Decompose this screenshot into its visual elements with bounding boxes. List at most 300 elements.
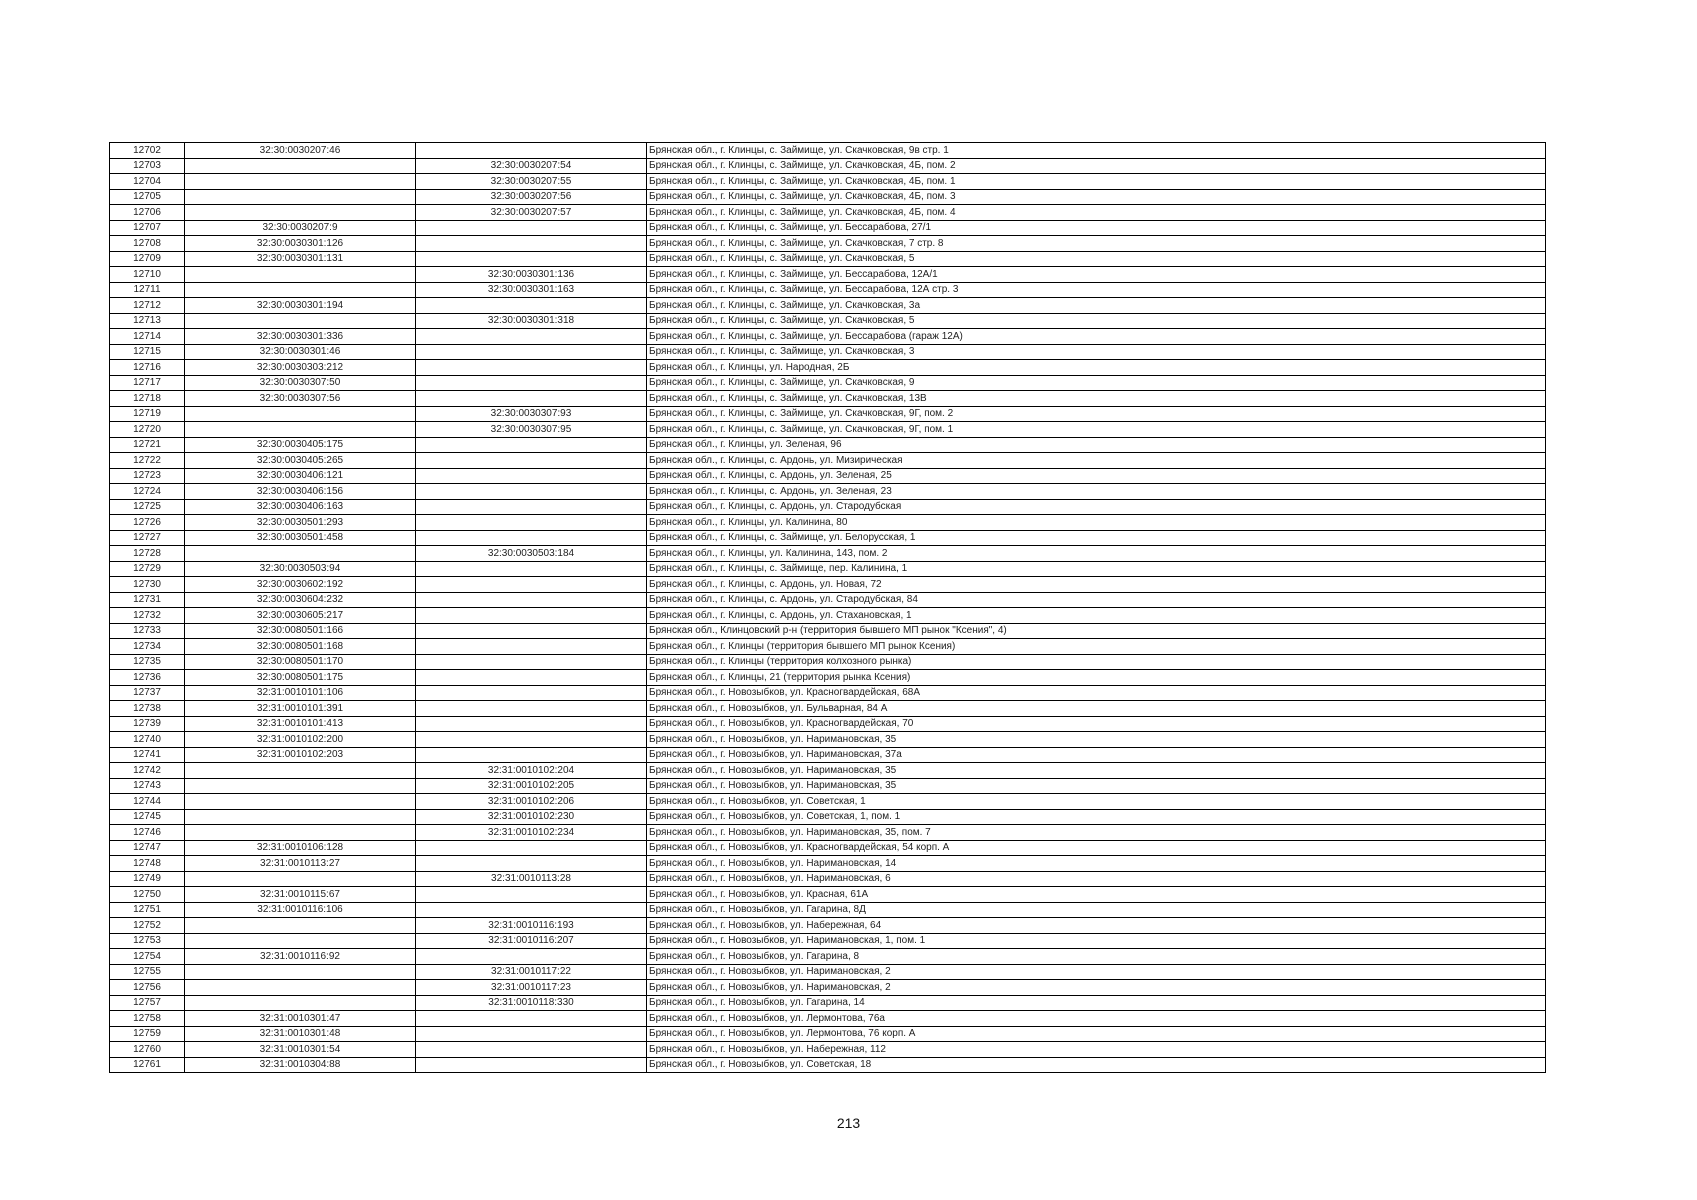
land-cadastral-number-cell: 32:30:0030207:46 [185,143,416,159]
building-cadastral-number-cell: 32:31:0010116:193 [416,918,647,934]
table-row [110,437,1546,453]
address-cell: Брянская обл., г. Новозыбков, ул. Наримановская, 35, пом. 7 [647,825,1546,841]
address-cell: Брянская обл., г. Клинцы (территория бывшего МП рынок Ксения) [647,639,1546,655]
address-cell: Брянская обл., г. Новозыбков, ул. Наримановская, 37а [647,747,1546,763]
row-number-cell: 12722 [110,453,185,469]
land-cadastral-number-cell: 32:31:0010106:128 [185,840,416,856]
building-cadastral-number-cell: 32:30:0030301:136 [416,267,647,283]
table-row [110,747,1546,763]
land-cadastral-number-cell: 32:30:0030501:458 [185,530,416,546]
address-cell: Брянская обл., г. Новозыбков, ул. Лермонтова, 76а [647,1011,1546,1027]
land-cadastral-number-cell [185,778,416,794]
row-number-cell: 12753 [110,933,185,949]
address-cell: Брянская обл., г. Клинцы (территория колхозного рынка) [647,654,1546,670]
land-cadastral-number-cell: 32:30:0030301:131 [185,251,416,267]
land-cadastral-number-cell: 32:30:0080501:175 [185,670,416,686]
row-number-cell: 12756 [110,980,185,996]
land-cadastral-number-cell: 32:30:0030301:336 [185,329,416,345]
land-cadastral-number-cell [185,174,416,190]
building-cadastral-number-cell [416,639,647,655]
row-number-cell: 12760 [110,1042,185,1058]
building-cadastral-number-cell [416,902,647,918]
table-row [110,794,1546,810]
land-cadastral-number-cell: 32:31:0010304:88 [185,1057,416,1073]
table-row [110,220,1546,236]
table-row [110,174,1546,190]
address-cell: Брянская обл., г. Новозыбков, ул. Лермонтова, 76 корп. А [647,1026,1546,1042]
land-cadastral-number-cell: 32:31:0010115:67 [185,887,416,903]
land-cadastral-number-cell [185,267,416,283]
address-cell: Брянская обл., Клинцовский р-н (территория бывшего МП рынок "Ксения", 4) [647,623,1546,639]
table-row [110,406,1546,422]
land-cadastral-number-cell [185,995,416,1011]
address-cell: Брянская обл., г. Клинцы, 21 (территория рынка Ксения) [647,670,1546,686]
land-cadastral-number-cell [185,980,416,996]
building-cadastral-number-cell [416,298,647,314]
building-cadastral-number-cell: 32:30:0030301:163 [416,282,647,298]
table-row [110,360,1546,376]
building-cadastral-number-cell: 32:30:0030503:184 [416,546,647,562]
address-cell: Брянская обл., г. Клинцы, с. Займище, ул. Скачковская, 13В [647,391,1546,407]
table-row [110,592,1546,608]
address-cell: Брянская обл., г. Клинцы, с. Займище, ул. Скачковская, 4Б, пом. 2 [647,158,1546,174]
address-cell: Брянская обл., г. Новозыбков, ул. Красная, 61А [647,887,1546,903]
building-cadastral-number-cell [416,1042,647,1058]
row-number-cell: 12724 [110,484,185,500]
address-cell: Брянская обл., г. Новозыбков, ул. Набережная, 64 [647,918,1546,934]
address-cell: Брянская обл., г. Клинцы, с. Займище, ул. Скачковская, 9 [647,375,1546,391]
land-cadastral-number-cell [185,158,416,174]
address-cell: Брянская обл., г. Новозыбков, ул. Наримановская, 6 [647,871,1546,887]
land-cadastral-number-cell: 32:31:0010301:48 [185,1026,416,1042]
address-cell: Брянская обл., г. Клинцы, с. Ардонь, ул. Стахановская, 1 [647,608,1546,624]
row-number-cell: 12750 [110,887,185,903]
row-number-cell: 12741 [110,747,185,763]
row-number-cell: 12723 [110,468,185,484]
table-row [110,995,1546,1011]
row-number-cell: 12754 [110,949,185,965]
row-number-cell: 12761 [110,1057,185,1073]
building-cadastral-number-cell [416,732,647,748]
table-row [110,763,1546,779]
address-cell: Брянская обл., г. Клинцы, с. Ардонь, ул. Зеленая, 23 [647,484,1546,500]
land-cadastral-number-cell: 32:30:0080501:170 [185,654,416,670]
building-cadastral-number-cell: 32:31:0010116:207 [416,933,647,949]
building-cadastral-number-cell [416,685,647,701]
row-number-cell: 12749 [110,871,185,887]
address-cell: Брянская обл., г. Новозыбков, ул. Советская, 18 [647,1057,1546,1073]
table-row [110,546,1546,562]
row-number-cell: 12738 [110,701,185,717]
building-cadastral-number-cell [416,251,647,267]
row-number-cell: 12759 [110,1026,185,1042]
building-cadastral-number-cell [416,592,647,608]
table-row [110,732,1546,748]
building-cadastral-number-cell [416,623,647,639]
land-cadastral-number-cell [185,809,416,825]
address-cell: Брянская обл., г. Клинцы, ул. Калинина, 143, пом. 2 [647,546,1546,562]
row-number-cell: 12708 [110,236,185,252]
address-cell: Брянская обл., г. Клинцы, с. Займище, ул. Скачковская, 4Б, пом. 4 [647,205,1546,221]
address-cell: Брянская обл., г. Новозыбков, ул. Наримановская, 35 [647,732,1546,748]
building-cadastral-number-cell [416,375,647,391]
building-cadastral-number-cell [416,887,647,903]
table-row [110,1011,1546,1027]
building-cadastral-number-cell: 32:30:0030307:93 [416,406,647,422]
address-cell: Брянская обл., г. Клинцы, с. Займище, ул. Скачковская, 4Б, пом. 3 [647,189,1546,205]
building-cadastral-number-cell [416,1026,647,1042]
table-row [110,778,1546,794]
row-number-cell: 12706 [110,205,185,221]
address-cell: Брянская обл., г. Клинцы, с. Займище, ул. Скачковская, 5 [647,251,1546,267]
row-number-cell: 12714 [110,329,185,345]
row-number-cell: 12720 [110,422,185,438]
building-cadastral-number-cell [416,143,647,159]
address-cell: Брянская обл., г. Новозыбков, ул. Советская, 1, пом. 1 [647,809,1546,825]
table-row [110,856,1546,872]
building-cadastral-number-cell [416,654,647,670]
building-cadastral-number-cell: 32:30:0030301:318 [416,313,647,329]
table-row [110,313,1546,329]
building-cadastral-number-cell [416,747,647,763]
row-number-cell: 12721 [110,437,185,453]
building-cadastral-number-cell [416,484,647,500]
table-row [110,608,1546,624]
row-number-cell: 12713 [110,313,185,329]
row-number-cell: 12707 [110,220,185,236]
table-row [110,685,1546,701]
row-number-cell: 12735 [110,654,185,670]
row-number-cell: 12757 [110,995,185,1011]
table-row [110,577,1546,593]
building-cadastral-number-cell: 32:30:0030307:95 [416,422,647,438]
land-cadastral-number-cell: 32:31:0010116:92 [185,949,416,965]
table-row [110,825,1546,841]
table-row [110,639,1546,655]
page-number: 213 [836,1115,861,1131]
land-cadastral-number-cell: 32:30:0030406:156 [185,484,416,500]
address-cell: Брянская обл., г. Новозыбков, ул. Красногвардейская, 54 корп. А [647,840,1546,856]
land-cadastral-number-cell: 32:31:0010113:27 [185,856,416,872]
address-cell: Брянская обл., г. Клинцы, с. Займище, ул. Скачковская, 5 [647,313,1546,329]
table-row [110,205,1546,221]
row-number-cell: 12730 [110,577,185,593]
address-cell: Брянская обл., г. Новозыбков, ул. Набережная, 112 [647,1042,1546,1058]
address-cell: Брянская обл., г. Клинцы, с. Займище, ул. Скачковская, 4Б, пом. 1 [647,174,1546,190]
building-cadastral-number-cell: 32:30:0030207:57 [416,205,647,221]
address-cell: Брянская обл., г. Клинцы, с. Займище, ул. Бессарабова (гараж 12А) [647,329,1546,345]
row-number-cell: 12740 [110,732,185,748]
table-row [110,267,1546,283]
address-cell: Брянская обл., г. Клинцы, с. Займище, ул. Бессарабова, 12А стр. 3 [647,282,1546,298]
address-cell: Брянская обл., г. Новозыбков, ул. Гагарина, 8 [647,949,1546,965]
building-cadastral-number-cell [416,1011,647,1027]
land-cadastral-number-cell: 32:30:0030602:192 [185,577,416,593]
address-cell: Брянская обл., г. Клинцы, с. Займище, ул. Скачковская, 9Г, пом. 1 [647,422,1546,438]
building-cadastral-number-cell [416,437,647,453]
address-cell: Брянская обл., г. Клинцы, с. Займище, ул. Бессарабова, 12А/1 [647,267,1546,283]
land-cadastral-number-cell [185,422,416,438]
row-number-cell: 12733 [110,623,185,639]
building-cadastral-number-cell [416,716,647,732]
table-row [110,1042,1546,1058]
building-cadastral-number-cell [416,329,647,345]
table-row [110,298,1546,314]
building-cadastral-number-cell: 32:31:0010117:23 [416,980,647,996]
building-cadastral-number-cell: 32:30:0030207:54 [416,158,647,174]
row-number-cell: 12745 [110,809,185,825]
row-number-cell: 12746 [110,825,185,841]
table-row [110,189,1546,205]
table-row [110,484,1546,500]
land-cadastral-number-cell: 32:30:0030405:175 [185,437,416,453]
building-cadastral-number-cell: 32:31:0010102:234 [416,825,647,841]
building-cadastral-number-cell [416,360,647,376]
row-number-cell: 12737 [110,685,185,701]
table-row [110,623,1546,639]
table-row [110,918,1546,934]
land-cadastral-number-cell: 32:30:0030501:293 [185,515,416,531]
row-number-cell: 12712 [110,298,185,314]
table-row [110,1026,1546,1042]
address-cell: Брянская обл., г. Клинцы, с. Займище, ул. Бессарабова, 27/1 [647,220,1546,236]
row-number-cell: 12729 [110,561,185,577]
building-cadastral-number-cell: 32:30:0030207:55 [416,174,647,190]
land-cadastral-number-cell: 32:30:0030503:94 [185,561,416,577]
address-cell: Брянская обл., г. Клинцы, с. Займище, ул. Скачковская, 9Г, пом. 2 [647,406,1546,422]
address-cell: Брянская обл., г. Новозыбков, ул. Наримановская, 2 [647,980,1546,996]
land-cadastral-number-cell: 32:30:0030307:50 [185,375,416,391]
address-cell: Брянская обл., г. Новозыбков, ул. Наримановская, 35 [647,778,1546,794]
row-number-cell: 12703 [110,158,185,174]
building-cadastral-number-cell [416,840,647,856]
land-cadastral-number-cell [185,964,416,980]
row-number-cell: 12725 [110,499,185,515]
row-number-cell: 12704 [110,174,185,190]
row-number-cell: 12739 [110,716,185,732]
address-cell: Брянская обл., г. Клинцы, с. Займище, ул. Белорусская, 1 [647,530,1546,546]
table-row [110,530,1546,546]
land-cadastral-number-cell [185,205,416,221]
address-cell: Брянская обл., г. Клинцы, с. Ардонь, ул. Стародубская, 84 [647,592,1546,608]
address-cell: Брянская обл., г. Новозыбков, ул. Наримановская, 1, пом. 1 [647,933,1546,949]
row-number-cell: 12728 [110,546,185,562]
building-cadastral-number-cell [416,453,647,469]
address-cell: Брянская обл., г. Клинцы, с. Ардонь, ул. Стародубская [647,499,1546,515]
address-cell: Брянская обл., г. Новозыбков, ул. Наримановская, 2 [647,964,1546,980]
building-cadastral-number-cell: 32:31:0010102:205 [416,778,647,794]
row-number-cell: 12731 [110,592,185,608]
table-row [110,561,1546,577]
land-cadastral-number-cell: 32:30:0030207:9 [185,220,416,236]
building-cadastral-number-cell: 32:30:0030207:56 [416,189,647,205]
address-cell: Брянская обл., г. Новозыбков, ул. Гагарина, 8Д [647,902,1546,918]
row-number-cell: 12742 [110,763,185,779]
building-cadastral-number-cell: 32:31:0010102:204 [416,763,647,779]
land-cadastral-number-cell: 32:31:0010101:413 [185,716,416,732]
land-cadastral-number-cell: 32:30:0030405:265 [185,453,416,469]
land-cadastral-number-cell: 32:30:0080501:168 [185,639,416,655]
row-number-cell: 12716 [110,360,185,376]
table-row [110,840,1546,856]
building-cadastral-number-cell: 32:31:0010102:206 [416,794,647,810]
building-cadastral-number-cell: 32:31:0010113:28 [416,871,647,887]
building-cadastral-number-cell [416,856,647,872]
land-cadastral-number-cell: 32:31:0010101:391 [185,701,416,717]
table-row [110,716,1546,732]
address-cell: Брянская обл., г. Новозыбков, ул. Красногвардейская, 68А [647,685,1546,701]
registry-table [109,142,1546,1073]
address-cell: Брянская обл., г. Клинцы, с. Займище, ул. Скачковская, 3а [647,298,1546,314]
table-row [110,344,1546,360]
land-cadastral-number-cell: 32:30:0030307:56 [185,391,416,407]
address-cell: Брянская обл., г. Новозыбков, ул. Наримановская, 14 [647,856,1546,872]
land-cadastral-number-cell: 32:30:0030604:232 [185,592,416,608]
address-cell: Брянская обл., г. Клинцы, с. Ардонь, ул. Зеленая, 25 [647,468,1546,484]
table-row [110,964,1546,980]
address-cell: Брянская обл., г. Новозыбков, ул. Наримановская, 35 [647,763,1546,779]
address-cell: Брянская обл., г. Клинцы, с. Ардонь, ул. Мизирическая [647,453,1546,469]
row-number-cell: 12755 [110,964,185,980]
land-cadastral-number-cell: 32:30:0030303:212 [185,360,416,376]
row-number-cell: 12726 [110,515,185,531]
table-row [110,158,1546,174]
row-number-cell: 12748 [110,856,185,872]
address-cell: Брянская обл., г. Клинцы, ул. Калинина, 80 [647,515,1546,531]
building-cadastral-number-cell [416,499,647,515]
land-cadastral-number-cell: 32:31:0010116:106 [185,902,416,918]
table-row [110,515,1546,531]
land-cadastral-number-cell [185,406,416,422]
table-row [110,933,1546,949]
address-cell: Брянская обл., г. Клинцы, ул. Зеленая, 96 [647,437,1546,453]
land-cadastral-number-cell [185,933,416,949]
row-number-cell: 12719 [110,406,185,422]
land-cadastral-number-cell: 32:30:0030301:194 [185,298,416,314]
land-cadastral-number-cell: 32:31:0010301:47 [185,1011,416,1027]
table-row [110,809,1546,825]
row-number-cell: 12718 [110,391,185,407]
table-row [110,499,1546,515]
table-row [110,902,1546,918]
building-cadastral-number-cell [416,236,647,252]
building-cadastral-number-cell [416,530,647,546]
table-row [110,251,1546,267]
row-number-cell: 12710 [110,267,185,283]
land-cadastral-number-cell: 32:31:0010101:106 [185,685,416,701]
building-cadastral-number-cell: 32:31:0010118:330 [416,995,647,1011]
building-cadastral-number-cell [416,515,647,531]
registry-table-body [110,143,1546,1073]
row-number-cell: 12734 [110,639,185,655]
land-cadastral-number-cell [185,313,416,329]
table-row [110,453,1546,469]
table-row [110,422,1546,438]
land-cadastral-number-cell [185,871,416,887]
building-cadastral-number-cell [416,670,647,686]
row-number-cell: 12727 [110,530,185,546]
building-cadastral-number-cell [416,608,647,624]
table-row [110,391,1546,407]
building-cadastral-number-cell: 32:31:0010117:22 [416,964,647,980]
land-cadastral-number-cell: 32:31:0010301:54 [185,1042,416,1058]
land-cadastral-number-cell: 32:30:0030301:126 [185,236,416,252]
row-number-cell: 12747 [110,840,185,856]
table-row [110,980,1546,996]
land-cadastral-number-cell: 32:30:0030406:163 [185,499,416,515]
table-row [110,949,1546,965]
building-cadastral-number-cell [416,344,647,360]
address-cell: Брянская обл., г. Клинцы, с. Займище, ул. Скачковская, 7 стр. 8 [647,236,1546,252]
row-number-cell: 12702 [110,143,185,159]
row-number-cell: 12752 [110,918,185,934]
address-cell: Брянская обл., г. Клинцы, с. Ардонь, ул. Новая, 72 [647,577,1546,593]
land-cadastral-number-cell [185,825,416,841]
row-number-cell: 12711 [110,282,185,298]
row-number-cell: 12743 [110,778,185,794]
building-cadastral-number-cell: 32:31:0010102:230 [416,809,647,825]
table-row [110,329,1546,345]
row-number-cell: 12717 [110,375,185,391]
row-number-cell: 12732 [110,608,185,624]
building-cadastral-number-cell [416,468,647,484]
table-row [110,654,1546,670]
land-cadastral-number-cell: 32:30:0030301:46 [185,344,416,360]
table-row [110,701,1546,717]
address-cell: Брянская обл., г. Новозыбков, ул. Гагарина, 14 [647,995,1546,1011]
land-cadastral-number-cell [185,763,416,779]
row-number-cell: 12744 [110,794,185,810]
address-cell: Брянская обл., г. Клинцы, с. Займище, ул. Скачковская, 9в стр. 1 [647,143,1546,159]
address-cell: Брянская обл., г. Клинцы, с. Займище, пер. Калинина, 1 [647,561,1546,577]
table-row [110,375,1546,391]
row-number-cell: 12736 [110,670,185,686]
land-cadastral-number-cell: 32:30:0030605:217 [185,608,416,624]
address-cell: Брянская обл., г. Новозыбков, ул. Красногвардейская, 70 [647,716,1546,732]
address-cell: Брянская обл., г. Новозыбков, ул. Советская, 1 [647,794,1546,810]
land-cadastral-number-cell: 32:30:0030406:121 [185,468,416,484]
table-row [110,143,1546,159]
table-row [110,670,1546,686]
land-cadastral-number-cell: 32:31:0010102:203 [185,747,416,763]
building-cadastral-number-cell [416,561,647,577]
building-cadastral-number-cell [416,577,647,593]
address-cell: Брянская обл., г. Новозыбков, ул. Бульварная, 84 А [647,701,1546,717]
table-row [110,236,1546,252]
row-number-cell: 12751 [110,902,185,918]
land-cadastral-number-cell: 32:31:0010102:200 [185,732,416,748]
building-cadastral-number-cell [416,391,647,407]
row-number-cell: 12715 [110,344,185,360]
land-cadastral-number-cell [185,918,416,934]
table-row [110,282,1546,298]
address-cell: Брянская обл., г. Клинцы, ул. Народная, 2Б [647,360,1546,376]
land-cadastral-number-cell [185,794,416,810]
land-cadastral-number-cell [185,282,416,298]
address-cell: Брянская обл., г. Клинцы, с. Займище, ул. Скачковская, 3 [647,344,1546,360]
table-row [110,468,1546,484]
building-cadastral-number-cell [416,949,647,965]
building-cadastral-number-cell [416,220,647,236]
building-cadastral-number-cell [416,1057,647,1073]
land-cadastral-number-cell [185,189,416,205]
land-cadastral-number-cell: 32:30:0080501:166 [185,623,416,639]
building-cadastral-number-cell [416,701,647,717]
row-number-cell: 12758 [110,1011,185,1027]
land-cadastral-number-cell [185,546,416,562]
table-row [110,1057,1546,1073]
table-row [110,887,1546,903]
